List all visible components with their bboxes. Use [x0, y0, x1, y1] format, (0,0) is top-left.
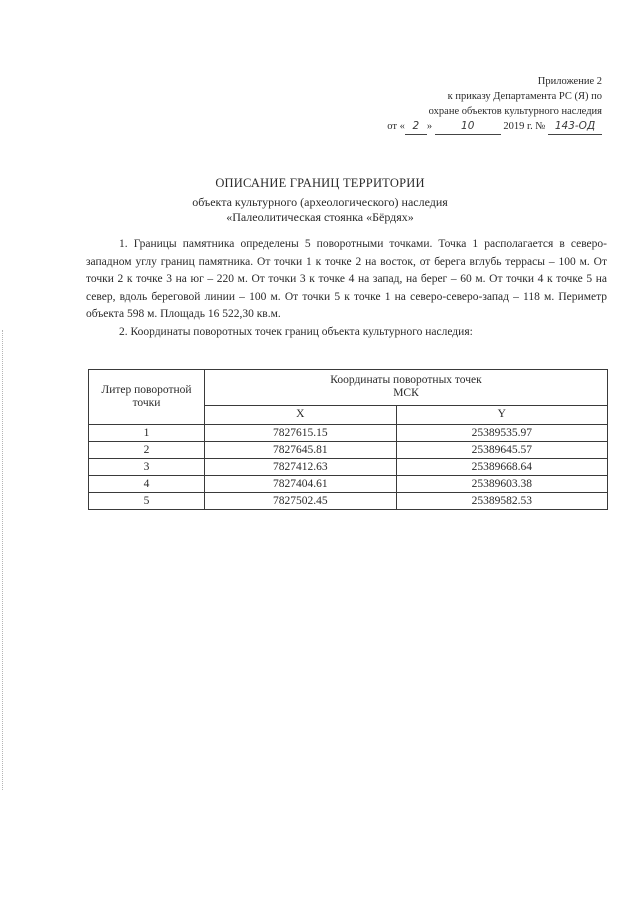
cell-y: 25389582.53 [396, 493, 607, 510]
paragraph-2: 2. Координаты поворотных точек границ объекта культурного наследия: [119, 325, 473, 338]
paragraph-1: 1. Границы памятника определены 5 поворотными точками. Точка 1 располагается в северо-западном углу границ памятника. От точки 1 к точке 2 на восток, от берега вглубь террасы – 100 м. От точки 2 к точке 3 на юг – 220 м. От точки 3 к точке 4 на запад, на берег – 60 м. От точки 4 к точке 5 на север, вдоль береговой линии – 100 м. От точки 5 к точке 1 на северо-северо-запад – 118 м. Периметр объекта 598 м. Площадь 16 522,30 кв.м. [86, 238, 607, 321]
cell-x: 7827404.61 [205, 476, 397, 493]
table-row [89, 459, 608, 476]
annex-line-3: охране объектов культурного наследия [428, 106, 602, 117]
cell-x: 7827502.45 [205, 493, 397, 510]
coords-header-line-1: Координаты поворотных точек [330, 374, 482, 387]
annex-line-2: к приказу Департамента РС (Я) по [447, 91, 602, 102]
cell-x: 7827645.81 [205, 442, 397, 459]
cell-point: 5 [89, 493, 205, 510]
order-day: 2 [405, 119, 427, 135]
table-row [89, 476, 608, 493]
title-line-3: «Палеолитическая стоянка «Бёрдях» [226, 210, 414, 224]
date-prefix: от « [387, 121, 405, 132]
col-coords-header [205, 370, 608, 406]
annex-line-1: Приложение 2 [537, 76, 602, 87]
cell-point: 1 [89, 425, 205, 442]
cell-y: 25389668.64 [396, 459, 607, 476]
table-header-row [89, 370, 608, 406]
scan-edge-dots [2, 330, 6, 790]
order-number: 143-ОД [548, 119, 602, 135]
cell-y: 25389603.38 [396, 476, 607, 493]
col-y-header: Y [396, 405, 607, 424]
coords-header-line-2: МСК [393, 387, 419, 400]
annex-header [362, 74, 602, 135]
table-row [89, 425, 608, 442]
quote-close: » [426, 121, 433, 132]
title-line-1: ОПИСАНИЕ ГРАНИЦ ТЕРРИТОРИИ [215, 176, 425, 190]
cell-point: 4 [89, 476, 205, 493]
cell-point: 3 [89, 459, 205, 476]
cell-x: 7827412.63 [205, 459, 397, 476]
order-month: 10 [435, 119, 501, 135]
description-text [86, 236, 607, 342]
table-row [89, 493, 608, 510]
title-line-2: объекта культурного (археологического) наследия [192, 195, 448, 209]
table-row [89, 442, 608, 459]
col-point-header: Литер поворотной точки [89, 370, 205, 425]
order-date-line [362, 119, 602, 135]
col-x-header: X [205, 405, 397, 424]
cell-point: 2 [89, 442, 205, 459]
cell-y: 25389645.57 [396, 442, 607, 459]
cell-x: 7827615.15 [205, 425, 397, 442]
order-year: 2019 г. № [503, 121, 546, 132]
coordinates-table [88, 369, 608, 510]
cell-y: 25389535.97 [396, 425, 607, 442]
document-title [0, 176, 640, 225]
